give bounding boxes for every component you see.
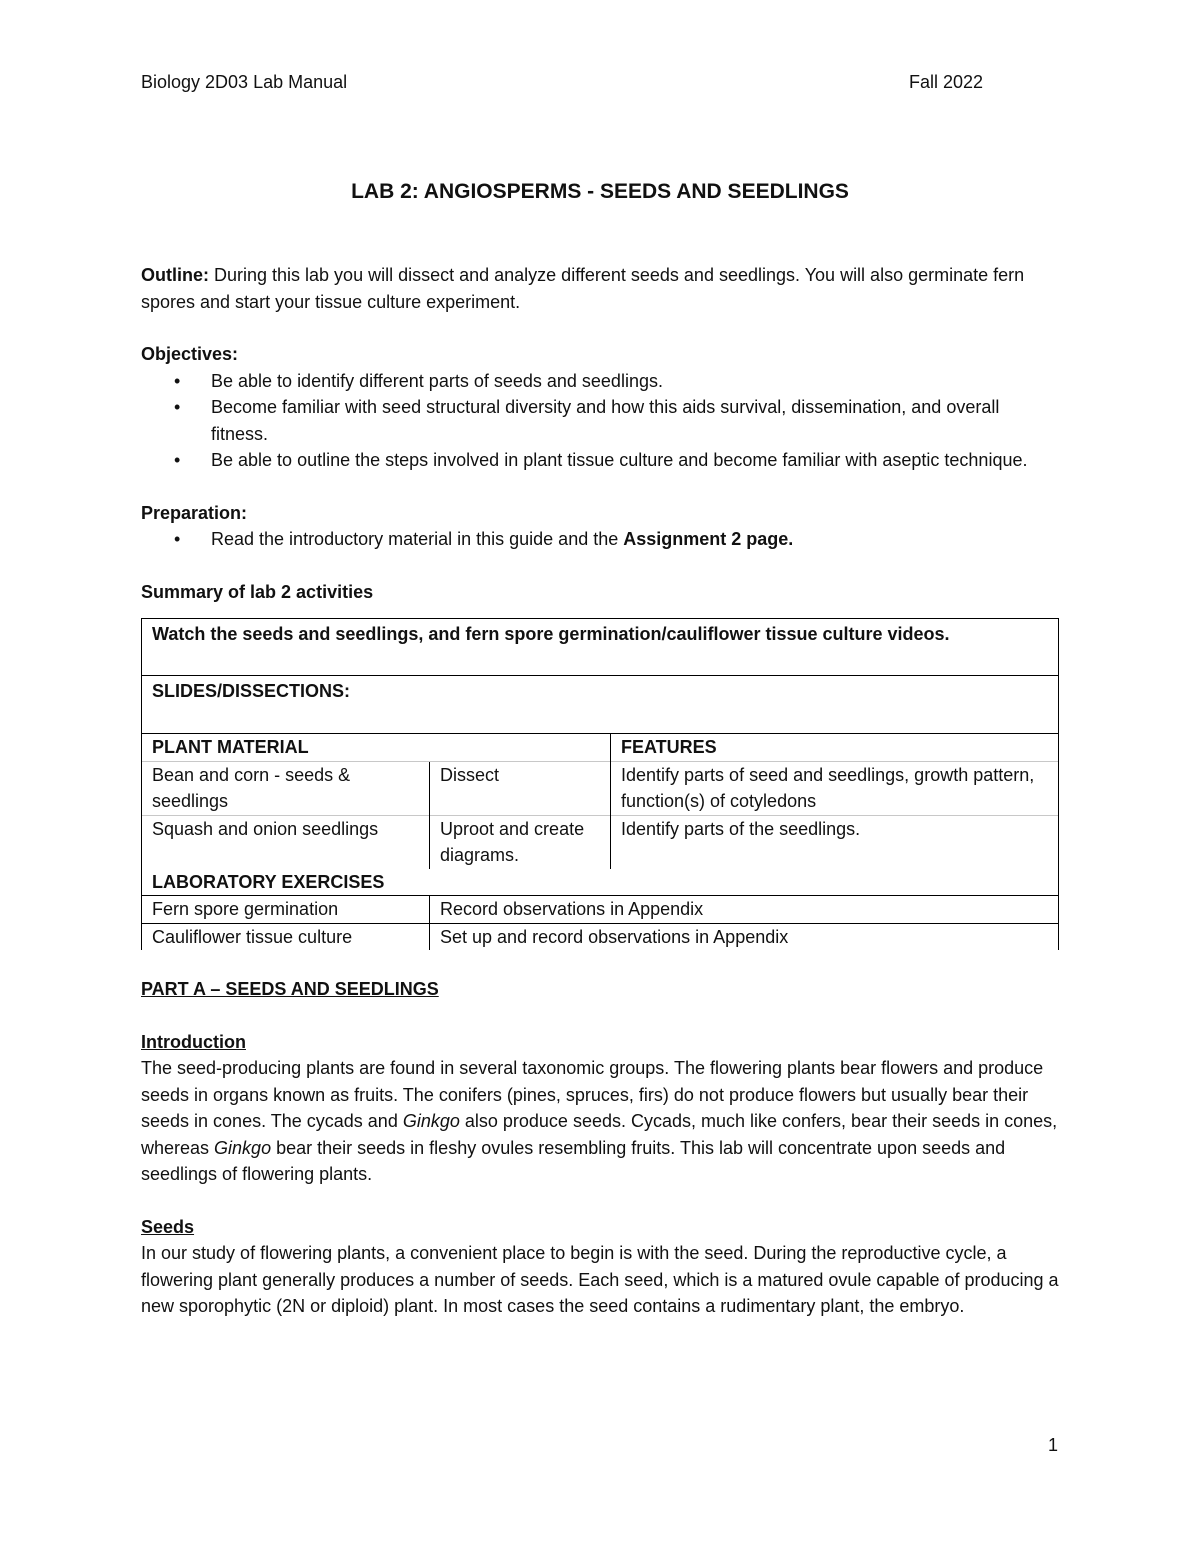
list-item: • Become familiar with seed structural diversity and how this aids survival, dissemination, and overall fitness.	[141, 394, 1059, 447]
table-row	[142, 676, 1059, 734]
seeds-paragraph: In our study of flowering plants, a convenient place to begin is with the seed. During the reproductive cycle, a flowering plant generally produces a number of seeds. Each seed, which is a matured ovule capable of producing a new sporophytic (2N or diploid) plant. In most cases the seed contains a rudimentary plant, the embryo.	[141, 1243, 1059, 1316]
list-item: • Be able to outline the steps involved in plant tissue culture and become familiar with aseptic technique.	[141, 447, 1059, 474]
page-title: LAB 2: ANGIOSPERMS - SEEDS AND SEEDLINGS	[351, 180, 849, 203]
table-row	[142, 869, 1059, 896]
outline-text: During this lab you will dissect and analyze different seeds and seedlings. You will also germinate fern spores and start your tissue culture experiment.	[141, 265, 1025, 312]
introduction-paragraph: The seed-producing plants are found in several taxonomic groups. The flowering plants bear flowers and produce seeds in organs known as fruits. The conifers (pines, spruces, firs) do not produce flowers but usually bear their seeds in cones. The cycads and Ginkgo also produce seeds. Cycads, much like confers, bear their seeds in cones, whereas Ginkgo bear their seeds in fleshy ovules resembling fruits. This lab will concentrate upon seeds and seedlings of flowering plants.	[141, 1058, 1058, 1184]
lab-exercises-header: LABORATORY EXERCISES	[142, 869, 1059, 896]
list-item: • Be able to identify different parts of seeds and seedlings.	[141, 368, 1059, 395]
material-cell: Squash and onion seedlings	[142, 815, 430, 869]
part-a-heading: PART A – SEEDS AND SEEDLINGS	[141, 979, 439, 999]
table-row	[142, 734, 1059, 762]
summary-table	[141, 618, 1059, 950]
header-term: Fall 2022	[909, 72, 984, 92]
outline-label: Outline:	[141, 265, 209, 285]
list-item: • Read the introductory material in this guide and the Assignment 2 page.	[141, 526, 1059, 553]
objectives-label: Objectives:	[141, 344, 239, 364]
objectives-list	[141, 368, 1059, 474]
preparation-list	[141, 526, 1059, 553]
table-row	[142, 761, 1059, 815]
action-cell: Uproot and create diagrams.	[430, 815, 611, 869]
table-row	[142, 619, 1059, 676]
action-cell: Dissect	[430, 761, 611, 815]
features-header: FEATURES	[611, 734, 1059, 762]
preparation-label: Preparation:	[141, 502, 248, 523]
exercise-task-cell: Record observations in Appendix	[430, 896, 1059, 924]
main-content	[141, 262, 1059, 1320]
page-number: 1	[1048, 1435, 1059, 1455]
slides-cell: SLIDES/DISSECTIONS:	[142, 676, 1059, 734]
table-row	[142, 815, 1059, 869]
exercise-task-cell: Set up and record observations in Appendix	[430, 923, 1059, 950]
table-row	[142, 923, 1059, 950]
exercise-name-cell: Fern spore germination	[142, 896, 430, 924]
features-cell: Identify parts of seed and seedlings, growth pattern, function(s) of cotyledons	[611, 761, 1059, 815]
videos-cell: Watch the seeds and seedlings, and fern spore germination/cauliflower tissue culture videos.	[142, 619, 1059, 676]
plant-material-header: PLANT MATERIAL	[142, 734, 611, 762]
table-row	[142, 896, 1059, 924]
header-course: Biology 2D03 Lab Manual	[141, 72, 348, 92]
seeds-heading: Seeds	[141, 1216, 195, 1237]
exercise-name-cell: Cauliflower tissue culture	[142, 923, 430, 950]
introduction-heading: Introduction	[141, 1031, 246, 1052]
features-cell: Identify parts of the seedlings.	[611, 815, 1059, 869]
outline-paragraph	[141, 262, 1059, 315]
material-cell: Bean and corn - seeds & seedlings	[142, 761, 430, 815]
assignment-reference: Assignment 2 page.	[623, 529, 794, 549]
summary-label: Summary of lab 2 activities	[141, 581, 374, 602]
